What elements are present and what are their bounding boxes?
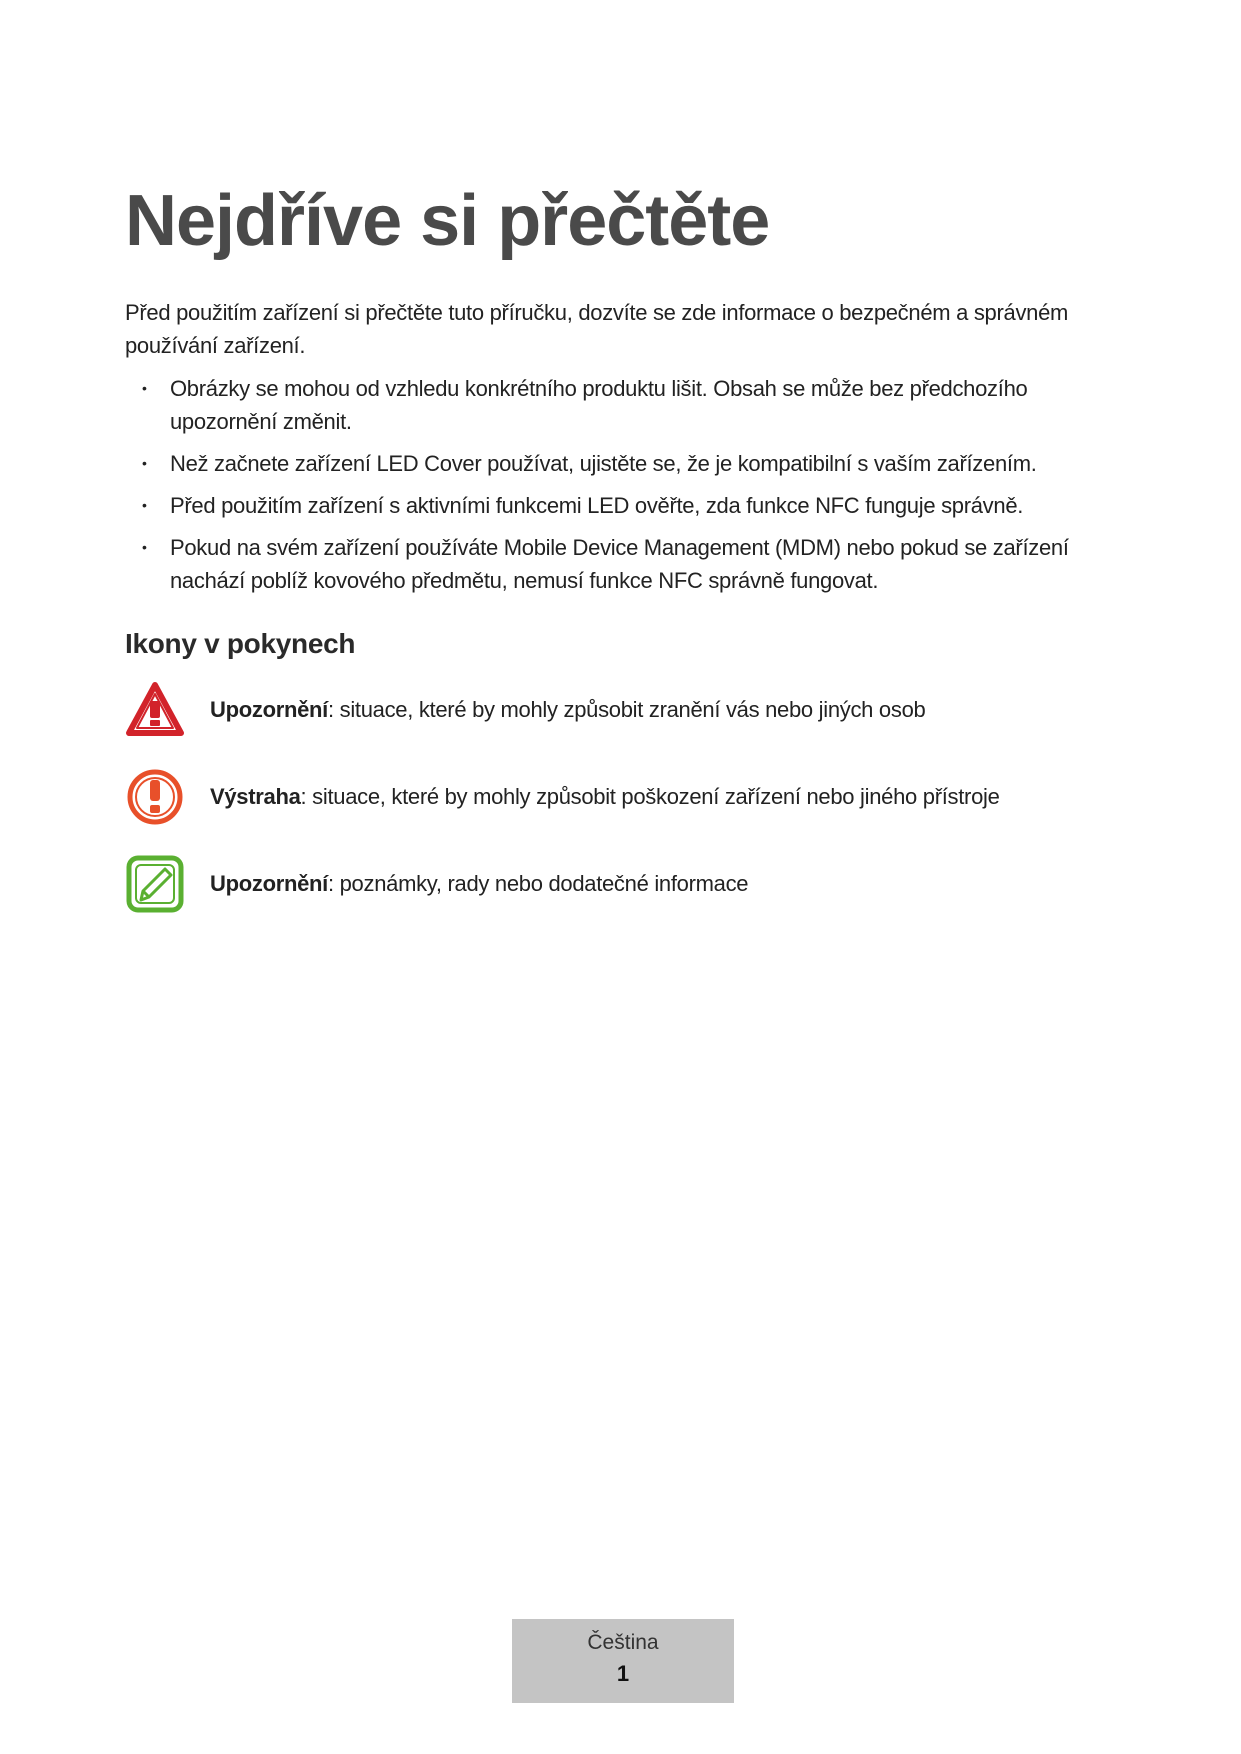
list-item-text: Než začnete zařízení LED Cover používat, ujistěte se, že je kompatibilní s vaším zařízením. [170,451,1037,476]
icon-legend-label: Výstraha [210,784,301,809]
notice-list [125,372,1125,606]
list-item [125,372,1125,438]
footer-language: Čeština [587,1631,659,1654]
list-item [125,531,1125,597]
page-number: 1 [616,1661,630,1686]
caution-circle-icon [125,767,185,827]
icon-legend-caution [125,767,1125,827]
list-item [125,447,1125,480]
bullet-icon: • [142,497,147,513]
page-title: Nejdříve si přečtěte [125,181,770,261]
icon-legend-description: : situace, které by mohly způsobit poškození zařízení nebo jiného přístroje [300,784,1000,809]
icon-legend-description: : poznámky, rady nebo dodatečné informace [328,871,749,896]
list-item-text: Před použitím zařízení s aktivními funkcemi LED ověřte, zda funkce NFC funguje správně. [170,493,1024,518]
intro-paragraph: Před použitím zařízení si přečtěte tuto příručku, dozvíte se zde informace o bezpečném a správném používání zařízení. [125,300,1069,358]
icon-legend-text [210,697,925,723]
section-title: Ikony v pokynech [125,628,356,659]
warning-triangle-icon [125,680,185,740]
icon-legend-label: Upozornění [210,697,328,722]
list-item-text: Obrázky se mohou od vzhledu konkrétního produktu lišit. Obsah se může bez předchozího upozornění změnit. [170,376,1028,434]
list-item [125,489,1125,522]
icon-legend-text [210,784,1000,810]
icon-legend-label: Upozornění [210,871,328,896]
icon-legend-note [125,854,1125,914]
bullet-icon: • [142,539,147,555]
page-footer [512,1619,734,1703]
icon-legend-description: : situace, které by mohly způsobit zranění vás nebo jiných osob [328,697,926,722]
icon-legend-warning [125,680,1125,740]
note-pen-icon [125,854,185,914]
bullet-icon: • [142,455,147,471]
icon-legend-text [210,871,748,897]
list-item-text: Pokud na svém zařízení používáte Mobile Device Management (MDM) nebo pokud se zařízení nachází poblíž kovového předmětu, nemusí funkce NFC správně fungovat. [170,535,1069,593]
bullet-icon: • [142,380,147,396]
